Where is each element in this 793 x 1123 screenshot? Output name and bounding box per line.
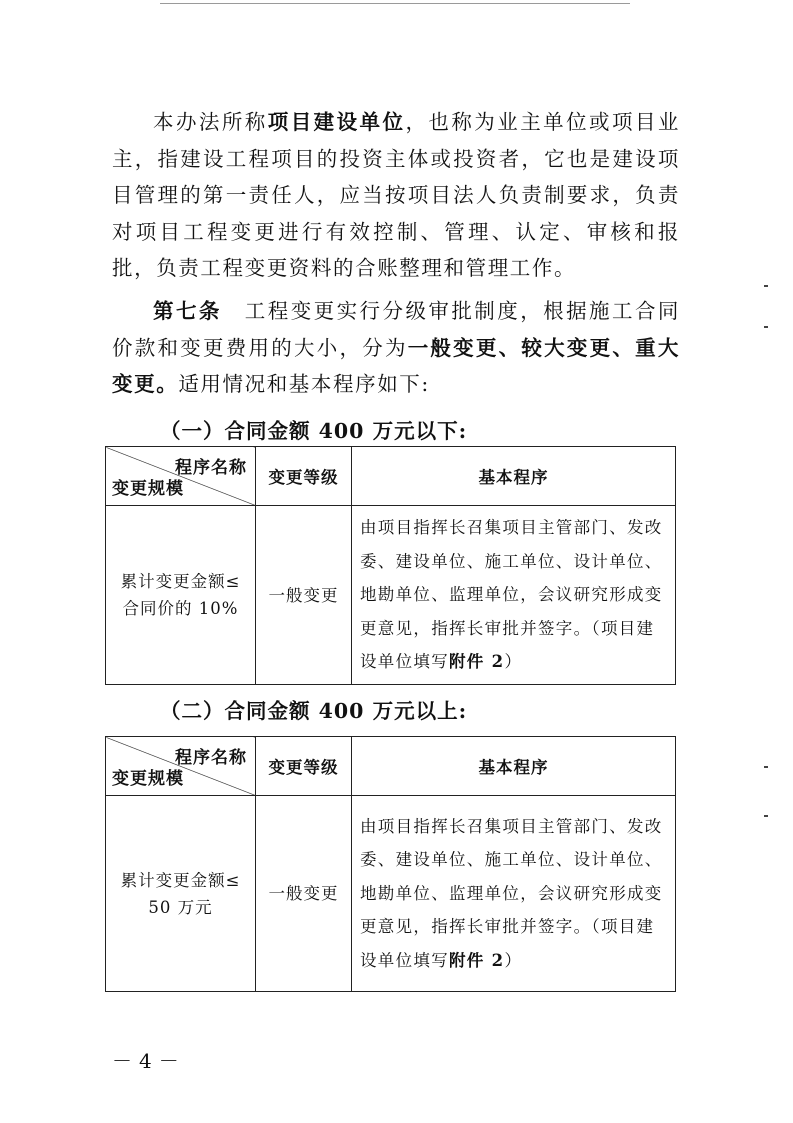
scale-cell: 累计变更金额≤ 合同价的 10% [106, 506, 256, 685]
table-header-row [106, 737, 676, 796]
header-basic-procedure: 基本程序 [352, 737, 676, 796]
table-row [106, 796, 676, 992]
header-change-level: 变更等级 [256, 737, 352, 796]
header-change-scale: 变更规模 [112, 479, 184, 499]
paragraph-definition: 本办法所称项目建设单位，也称为业主单位或项目业主，指建设工程项目的投资主体或投资者，它也是建设项目管理的第一责任人，应当按项目法人负责制要求，负责对项目工程变更进行有效控制、管理、认定、审核和报批，负责工程变更资料的合账整理和管理工作。 [112, 110, 680, 280]
procedure-cell: 由项目指挥长召集项目主管部门、发改委、建设单位、施工单位、设计单位、地勘单位、监理单位，会议研究形成变更意见，指挥长审批并签字。（项目建设单位填写附件 2） [352, 506, 676, 685]
change-level-general: 一般变更、 [407, 335, 522, 360]
diagonal-header-cell [106, 447, 256, 506]
header-basic-procedure: 基本程序 [352, 447, 676, 506]
scan-mark [764, 766, 768, 768]
level-cell: 一般变更 [256, 506, 352, 685]
change-level-critical: 重大变更。 [112, 335, 681, 396]
header-change-level: 变更等级 [256, 447, 352, 506]
diagonal-header-cell [106, 737, 256, 796]
scan-mark [764, 285, 768, 287]
attachment-ref: 附件 2 [449, 950, 505, 970]
page-number: －4－ [112, 1049, 186, 1073]
scan-mark [764, 326, 768, 328]
level-cell: 一般变更 [256, 796, 352, 992]
header-procedure-name: 程序名称 [175, 748, 247, 768]
table-header-row [106, 447, 676, 506]
term-project-unit: 项目建设单位 [267, 110, 406, 134]
scale-cell: 累计变更金额≤ 50 万元 [106, 796, 256, 992]
section-1-heading: （一）合同金额 400 万元以下: [160, 419, 468, 443]
table-under-400 [105, 446, 676, 685]
section-2-heading: （二）合同金额 400 万元以上: [160, 699, 468, 723]
article-number: 第七条 [153, 299, 222, 323]
header-change-scale: 变更规模 [112, 769, 184, 789]
procedure-cell: 由项目指挥长召集项目主管部门、发改委、建设单位、施工单位、设计单位、地勘单位、监理单位，会议研究形成变更意见，指挥长审批并签字。（项目建设单位填写附件 2） [352, 796, 676, 992]
table-over-400 [105, 736, 676, 992]
table-row [106, 506, 676, 685]
attachment-ref: 附件 2 [449, 652, 505, 672]
change-level-major: 较大变更、 [521, 335, 636, 360]
paragraph-article-7: 第七条 工程变更实行分级审批制度，根据施工合同价款和变更费用的大小，分为一般变更、较大变更、重大变更。适用情况和基本程序如下: [112, 299, 681, 396]
header-procedure-name: 程序名称 [175, 458, 247, 478]
top-rule [160, 3, 630, 4]
scan-mark [764, 815, 768, 817]
